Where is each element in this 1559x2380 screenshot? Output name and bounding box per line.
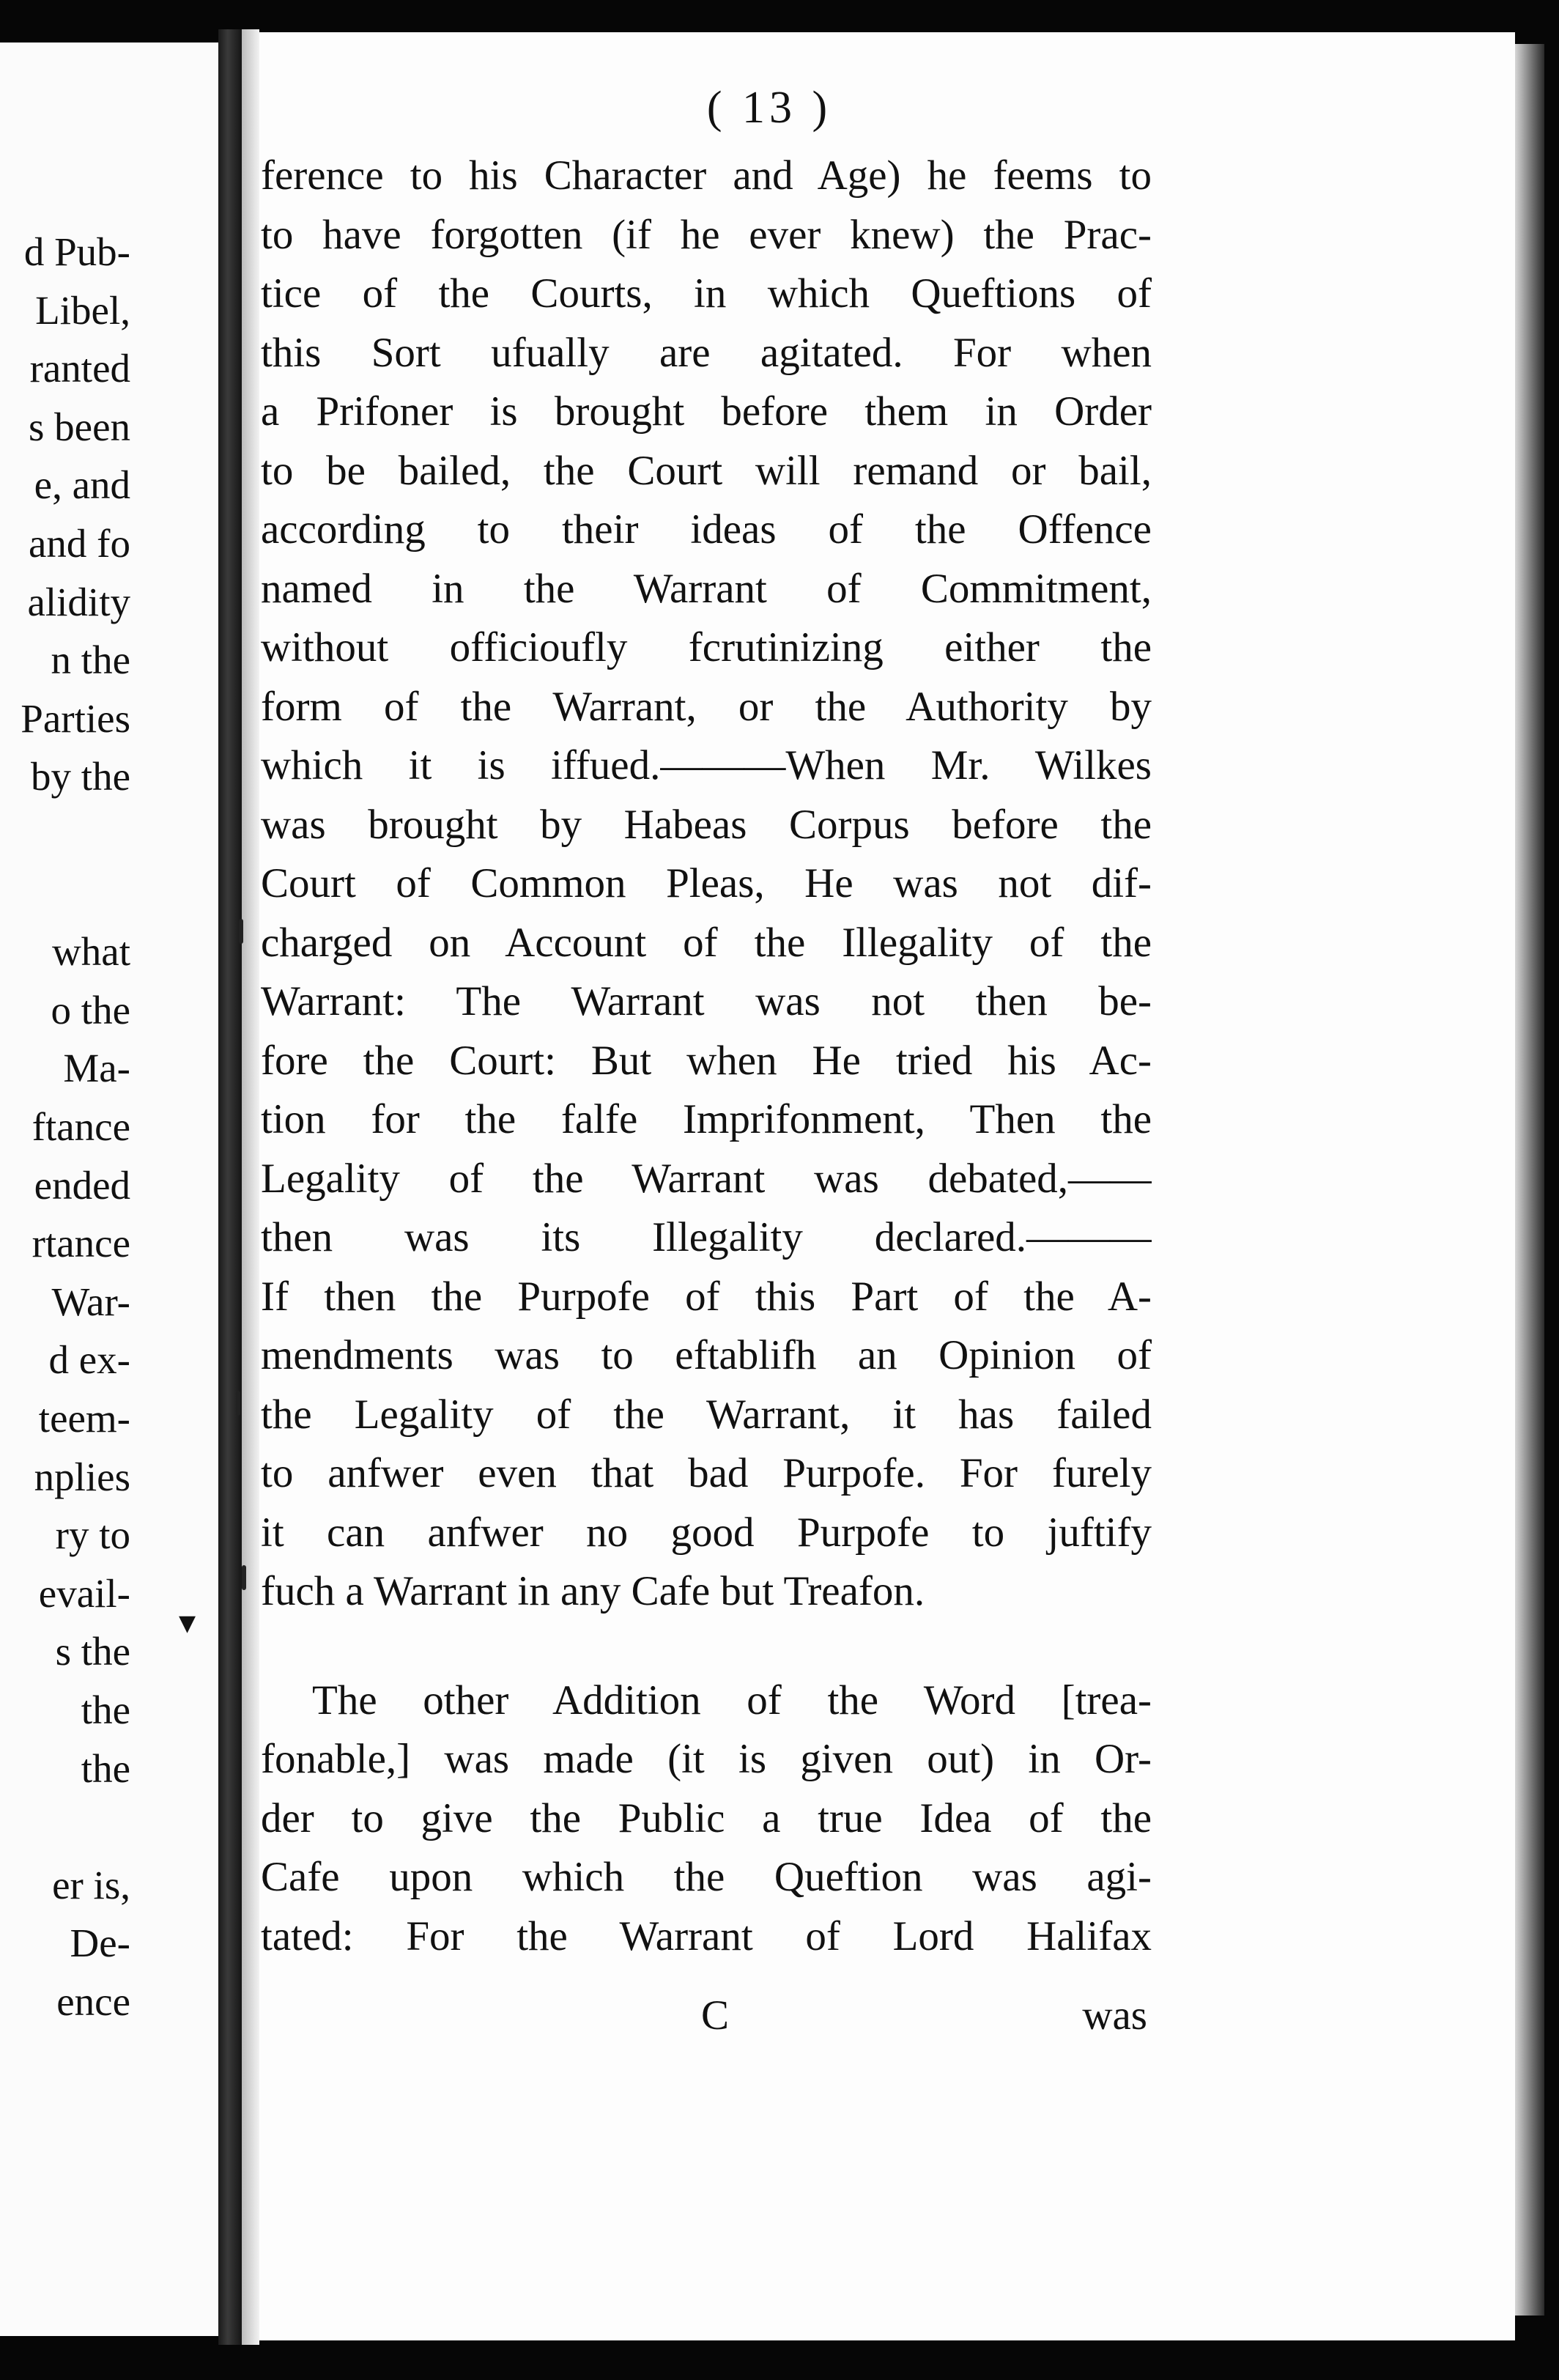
paragraph xyxy=(261,147,1152,1622)
margin-tick-mark xyxy=(242,1565,246,1590)
left-page-fragment: ftance xyxy=(32,1104,130,1149)
left-page-fragment: ranted xyxy=(29,346,130,391)
left-page-fragment: what xyxy=(52,929,130,975)
left-page-fragment: er is, xyxy=(52,1862,130,1907)
left-page-fragment: rtance xyxy=(32,1221,130,1266)
text-line: tion for the falfe Imprifonment, Then the xyxy=(261,1096,1152,1142)
body-text xyxy=(261,147,1152,1966)
signature-mark: C xyxy=(700,1992,730,2039)
left-page-fragment: e, and xyxy=(34,462,130,508)
text-line: der to give the Public a true Idea of the xyxy=(261,1795,1152,1841)
paragraph-gap xyxy=(261,1622,1152,1671)
text-line: without officioufly fcrutinizing either the xyxy=(261,624,1152,670)
left-page-fragment: nplies xyxy=(34,1454,130,1499)
text-line: Warrant: The Warrant was not then be- xyxy=(261,978,1152,1024)
left-facing-page xyxy=(0,42,220,2336)
left-page-fragment: De- xyxy=(70,1921,130,1966)
text-line: charged on Account of the Illegality of the xyxy=(261,919,1152,966)
left-page-fragment: and fo xyxy=(29,521,130,566)
text-line: If then the Purpofe of this Part of the A- xyxy=(261,1273,1152,1320)
left-page-fragment: alidity xyxy=(27,579,130,624)
text-line: the Legality of the Warrant, it has failed xyxy=(261,1391,1152,1438)
text-line: The other Addition of the Word [trea- xyxy=(312,1677,1152,1723)
book-gutter xyxy=(218,29,242,2345)
text-line: fonable,] was made (it is given out) in Or- xyxy=(261,1736,1152,1782)
left-page-fragment: ended xyxy=(34,1162,130,1208)
left-page-fragment: n the xyxy=(51,638,130,683)
left-page-margin-text xyxy=(0,42,130,2336)
left-page-fragment: Parties xyxy=(21,695,130,741)
text-line: fuch a Warrant in any Cafe but Treafon. xyxy=(261,1568,925,1614)
text-line: to anfwer even that bad Purpofe. For furely xyxy=(261,1450,1152,1496)
left-page-fragment: s been xyxy=(29,404,130,449)
left-page-fragment: s the xyxy=(55,1629,130,1674)
text-line: form of the Warrant, or the Authority by xyxy=(261,683,1152,730)
text-line: fore the Court: But when He tried his Ac- xyxy=(261,1037,1152,1084)
left-page-fragment: the xyxy=(81,1745,130,1791)
left-page-fragment: ry to xyxy=(55,1512,130,1558)
text-line: according to their ideas of the Offence xyxy=(261,506,1152,552)
left-page-fragment: evail- xyxy=(38,1570,130,1616)
left-page-fragment: d Pub- xyxy=(23,229,130,274)
page-number: ( 13 ) xyxy=(706,83,832,133)
gutter-shadow xyxy=(242,29,259,2345)
left-page-fragment: by the xyxy=(31,754,130,799)
page-edge xyxy=(1515,44,1544,2316)
text-line: Cafe upon which the Queftion was agi- xyxy=(261,1854,1152,1900)
page-footer xyxy=(261,1992,1147,2050)
text-line: to have forgotten (if he ever knew) the Prac- xyxy=(261,211,1152,258)
text-line: was brought by Habeas Corpus before the xyxy=(261,801,1152,848)
text-line: then was its Illegality declared.——— xyxy=(261,1214,1152,1260)
margin-tick-mark xyxy=(236,1391,240,1416)
text-line: Legality of the Warrant was debated,—— xyxy=(261,1155,1152,1202)
text-line: mendments was to eftablifh an Opinion of xyxy=(261,1332,1152,1378)
text-line: to be bailed, the Court will remand or bail, xyxy=(261,447,1152,494)
text-line: tice of the Courts, in which Queftions of xyxy=(261,270,1152,317)
left-page-fragment: d ex- xyxy=(48,1337,130,1383)
catchword: was xyxy=(1082,1992,1147,2039)
text-line: Court of Common Pleas, He was not dif- xyxy=(261,860,1152,906)
text-line: tated: For the Warrant of Lord Halifax xyxy=(261,1912,1152,1959)
text-line: ference to his Character and Age) he feems to xyxy=(261,152,1152,199)
left-page-fragment: War- xyxy=(51,1279,130,1324)
text-line: this Sort ufually are agitated. For when xyxy=(261,329,1152,376)
margin-tick-mark xyxy=(239,919,243,944)
left-page-fragment: o the xyxy=(51,987,130,1032)
left-page-fragment: Ma- xyxy=(63,1046,130,1091)
left-page-fragment: Libel, xyxy=(35,287,130,333)
text-line: which it is iffued.———When Mr. Wilkes xyxy=(261,742,1152,788)
text-line: named in the Warrant of Commitment, xyxy=(261,565,1152,612)
text-line: it can anfwer no good Purpofe to juftify xyxy=(261,1509,1152,1556)
text-line: a Prifoner is brought before them in Order xyxy=(261,388,1152,435)
left-page-fragment: teem- xyxy=(38,1396,130,1441)
left-page-fragment: the xyxy=(81,1688,130,1732)
left-page-fragment: ence xyxy=(56,1979,130,2024)
margin-arrow-icon: ▼ xyxy=(179,1611,196,1636)
paragraph xyxy=(261,1671,1152,1967)
